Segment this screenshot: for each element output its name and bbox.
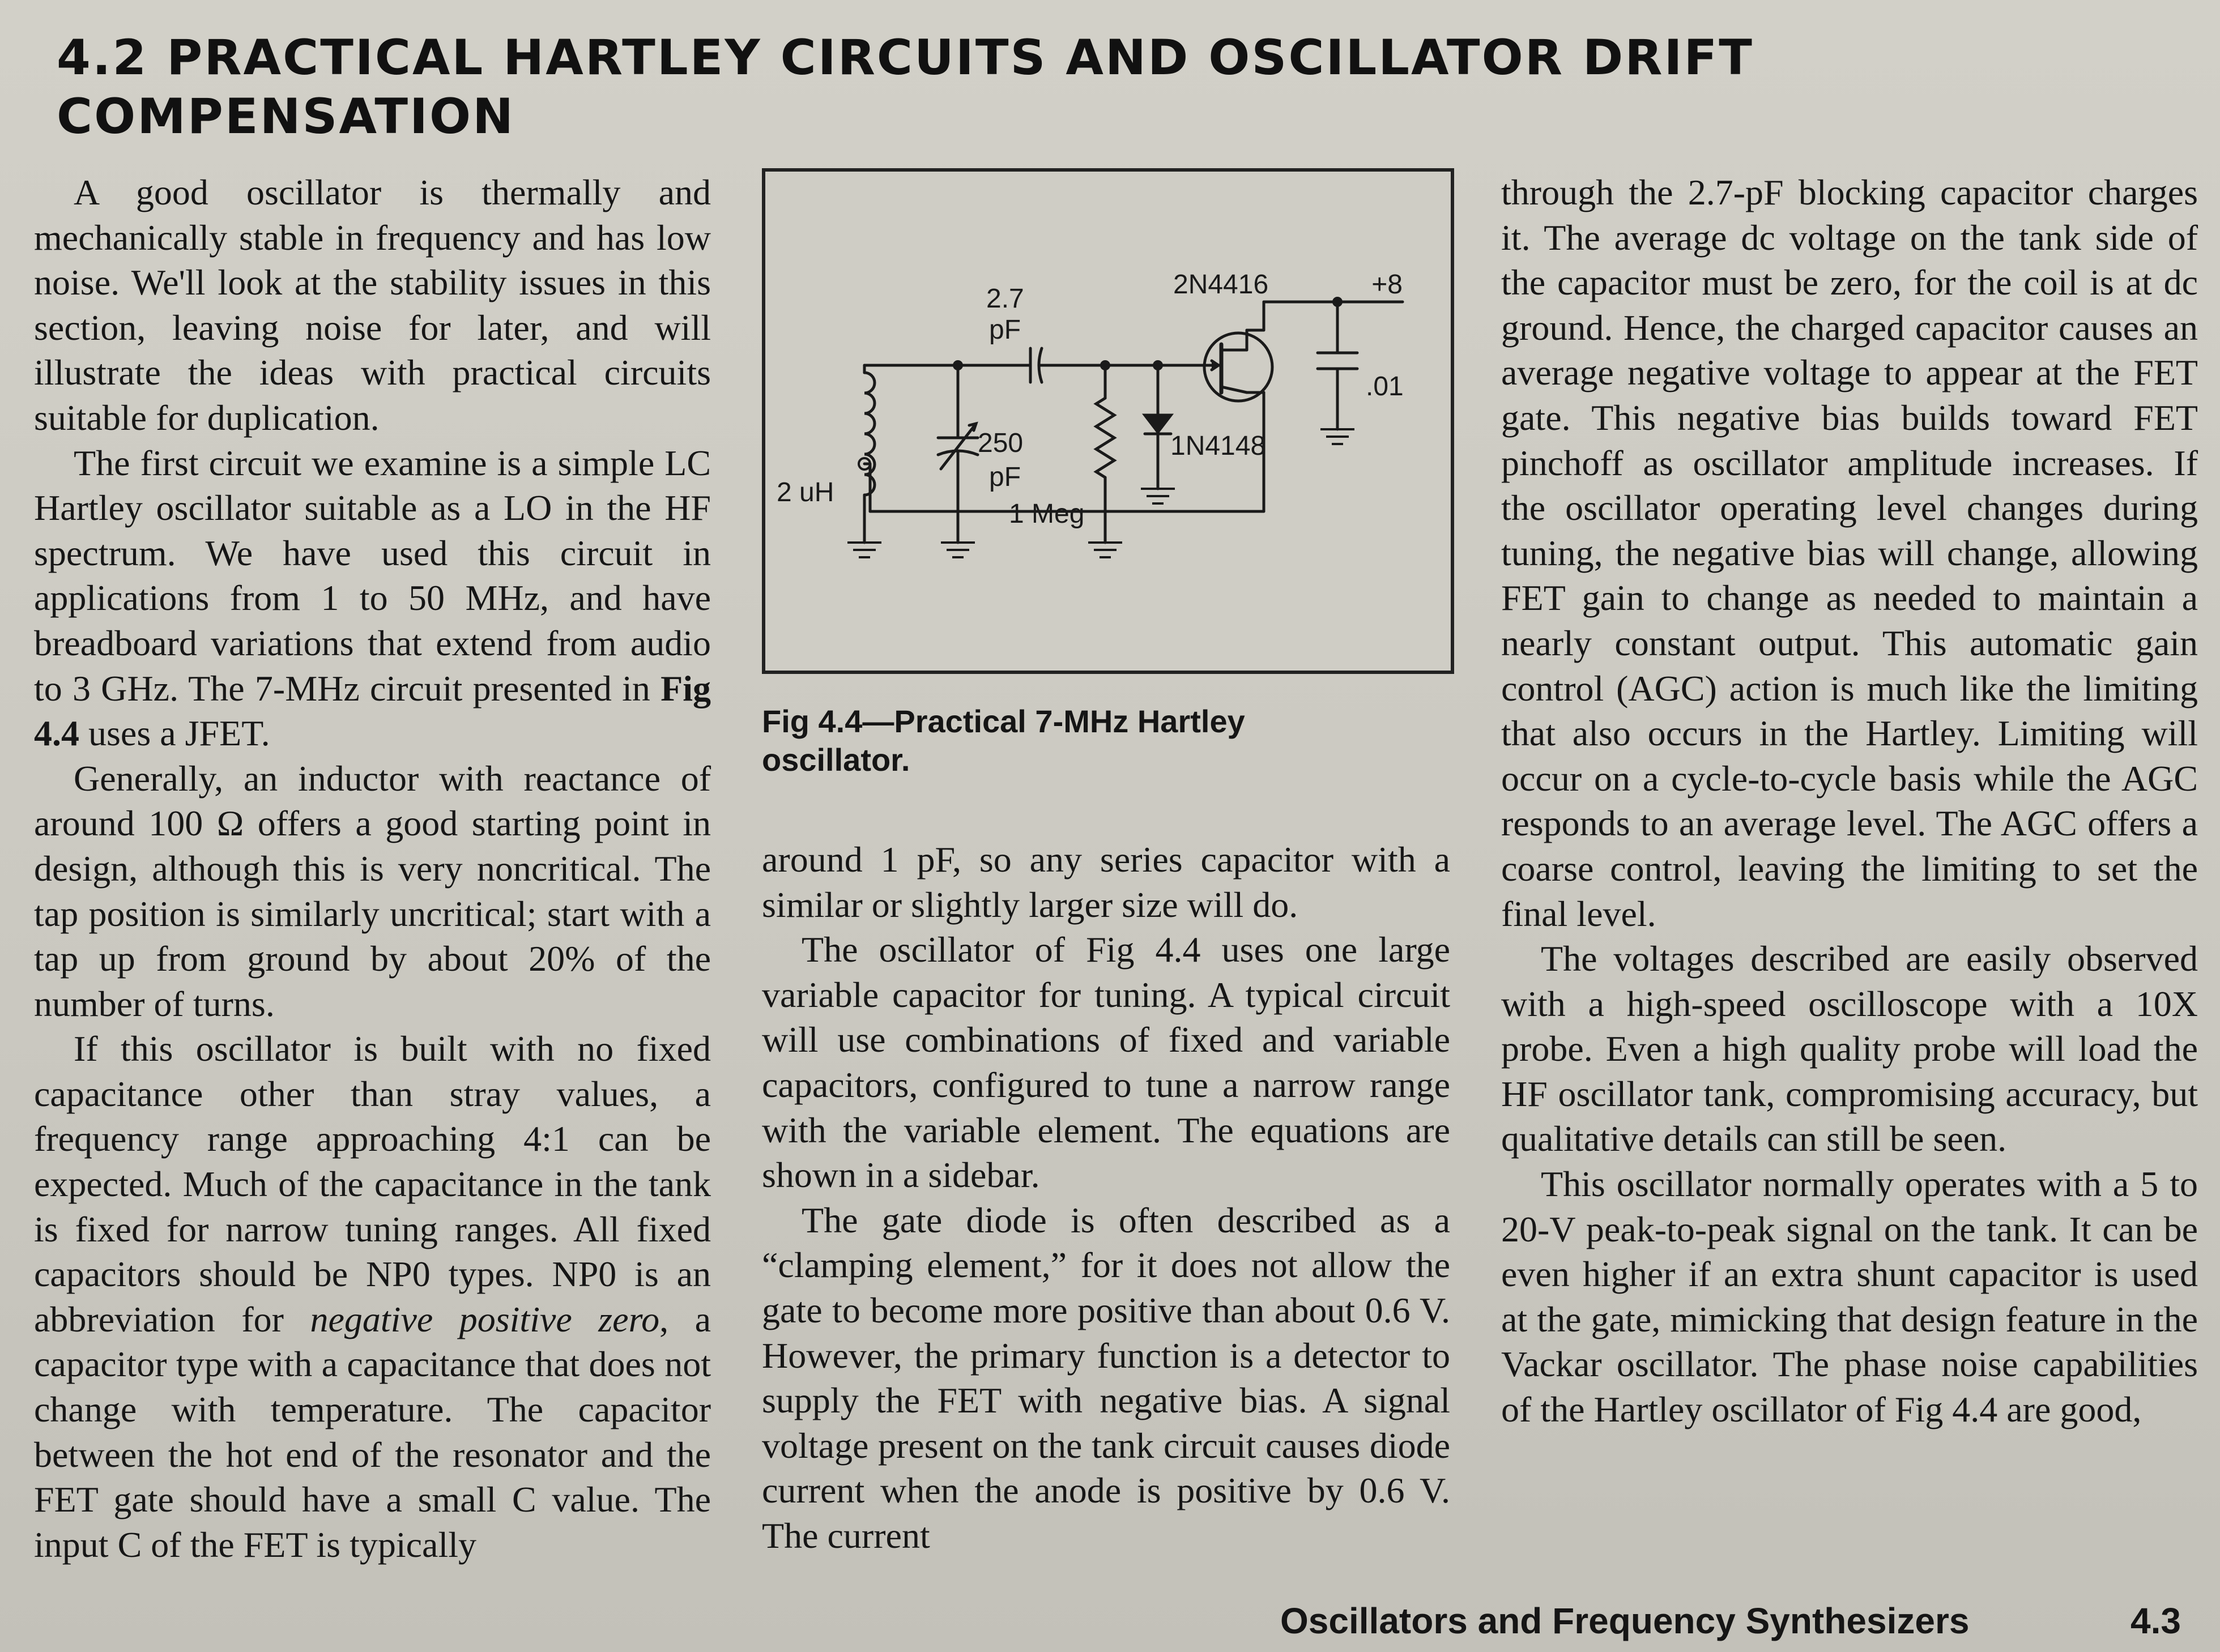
paragraph: This oscillator normally operates with a 5 to 20-V peak-to-peak signal on the tank. It can be even higher if an extra shunt capacitor is used at the gate, mimicking that design feature in the Vackar oscillator. The phase noise capabilities of the Hartley oscillator of Fig 4.4 are good, bbox=[1501, 1164, 2198, 1430]
heading-line-1: 4.2 PRACTICAL HARTLEY CIRCUITS AND OSCILLATOR DRIFT bbox=[57, 29, 1754, 86]
paragraph: The oscillator of Fig 4.4 uses one large variable capacitor for tuning. A typical circuit will use combinations of fixed and variable capacitors, configured to tune a narrow range with the variable element. The equations are shown in a sidebar. bbox=[762, 929, 1450, 1196]
paragraph-text: If this oscillator is built with no fixed capacitance other than stray values, a frequency range approaching 4:1 can be expected. Much of the capacitance in the tank is fixed for narrow tuning ranges. All fixed capacitors should be NP0 types. NP0 is an abbreviation for bbox=[34, 1028, 711, 1339]
text-column-3 bbox=[1501, 170, 2198, 1432]
paragraph bbox=[34, 441, 711, 756]
caption-line-2: oscillator. bbox=[762, 742, 910, 778]
heading-line-2: COMPENSATION bbox=[57, 88, 515, 145]
paragraph-text: The first circuit we examine is a simple LC Hartley oscillator suitable as a LO in the HF spectrum. We have used this circuit in applications from 1 to 50 MHz, and have breadboard variations that extend from audio to 3 GHz. The 7-MHz circuit presented in bbox=[34, 442, 711, 708]
page-number: 4.3 bbox=[2130, 1600, 2181, 1641]
label-resistor: 1 Meg bbox=[1009, 499, 1085, 529]
paragraph bbox=[34, 1026, 711, 1567]
label-fet: 2N4416 bbox=[1173, 270, 1269, 300]
circuit-figure bbox=[762, 168, 1454, 674]
paragraph: through the 2.7-pF blocking capacitor charges it. The average dc voltage on the tank side of the capacitor must be zero, for the coil is at dc ground. Hence, the charged capacitor causes an average negative voltage to appear at the FET gate. This negative bias builds toward FET pinchoff as oscillator amplitude increases. If the oscillator operating level changes during tuning, the negative bias will change, allowing FET gain to change as needed to maintain a nearly constant output. This automatic gain control (AGC) action is much like the limiting that also occurs in the Hartley. Limiting will occur on a cycle-to-cycle basis while the AGC responds to an average level. The AGC offers a coarse control, leaving the limiting to set the final level. bbox=[1501, 172, 2198, 934]
caption-line-1: Fig 4.4—Practical 7-MHz Hartley bbox=[762, 703, 1245, 739]
paragraph: A good oscillator is thermally and mechanically stable in frequency and has low noise. We'll look at the stability issues in this section, leaving noise for later, and will illustrate the ideas with practical circuits suitable for duplication. bbox=[34, 172, 711, 438]
paragraph: Generally, an inductor with reactance of around 100 Ω offers a good starting point in design, although this is very noncritical. The tap position is similarly uncritical; start with a tap up from ground by about 20% of the number of turns. bbox=[34, 758, 711, 1024]
paragraph-text: uses a JFET. bbox=[88, 713, 270, 754]
label-diode: 1N4148 bbox=[1170, 431, 1266, 461]
label-bypass-cap: .01 bbox=[1366, 372, 1404, 402]
page-footer bbox=[1280, 1598, 2187, 1644]
paragraph-text: , a capacitor type with a capacitance that does not change with temperature. The capacitor between the hot end of the resonator and the FET gate should have a small C value. The input C of the FET is typically bbox=[34, 1299, 711, 1565]
label-inductor: 2 uH bbox=[777, 477, 834, 507]
figure-caption bbox=[762, 702, 1450, 779]
text-column-1 bbox=[34, 170, 711, 1567]
paragraph: The gate diode is often described as a “clamping element,” for it does not allow the gate to become more positive than about 0.6 V. However, the primary function is a detector to supply the FET with negative bias. A signal voltage present on the tank circuit causes diode current when the anode is positive by 0.6 V. The current bbox=[762, 1199, 1450, 1556]
hartley-schematic bbox=[765, 172, 1451, 671]
label-series-cap-value: 2.7 bbox=[986, 284, 1024, 314]
running-footer-title: Oscillators and Frequency Synthesizers bbox=[1280, 1600, 1970, 1641]
figure-reference: Fig 4.4 bbox=[34, 668, 711, 754]
label-varcap-unit: pF bbox=[989, 462, 1021, 492]
paragraph: The voltages described are easily observed with a high-speed oscilloscope with a 10X probe. Even a high quality probe will load the HF oscillator tank, compromising accuracy, but qualitative details can still be seen. bbox=[1501, 938, 2198, 1159]
emphasis-term: negative positive zero bbox=[310, 1299, 660, 1339]
paragraph: around 1 pF, so any series capacitor with a similar or slightly larger size will do. bbox=[762, 839, 1450, 925]
label-supply: +8 bbox=[1371, 270, 1403, 300]
text-column-2 bbox=[762, 837, 1450, 1559]
label-varcap-value: 250 bbox=[978, 428, 1024, 458]
label-series-cap-unit: pF bbox=[989, 315, 1021, 345]
section-heading bbox=[57, 28, 1841, 146]
